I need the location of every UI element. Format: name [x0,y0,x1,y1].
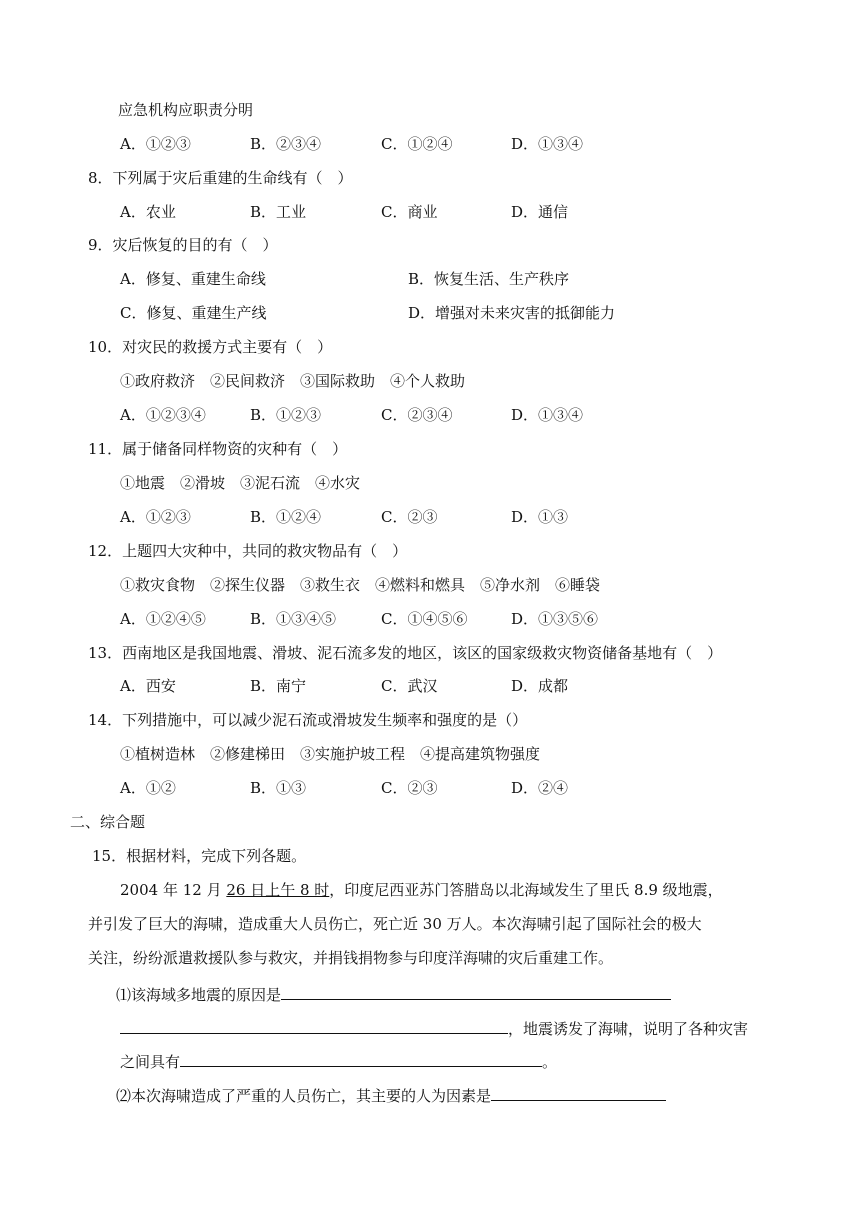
q10-option-a: A．①②③④ [120,406,206,424]
q7-option-c: C．①②④ [381,135,453,153]
q15-sub1-period: 。 [542,1053,558,1071]
q13-option-a: A．西安 [120,677,176,695]
q12-option-d: D．①③⑤⑥ [511,610,599,628]
q14-items: ①植树造林 ②修建梯田 ③实施护坡工程 ④提高建筑物强度 [120,745,541,763]
q11-option-c: C．②③ [381,508,438,526]
q9-option-a: A．修复、重建生命线 [120,270,266,288]
q15-passage-date-prefix: 2004 年 12 月 [120,881,227,899]
q15-passage-line-1-rest: ，印度尼西亚苏门答腊岛以北海域发生了里氏 8.9 级地震， [329,881,723,899]
q12-stem: 12．上题四大灾种中，共同的救灾物品有（ ） [88,542,408,560]
q11-option-a: A．①②③ [120,508,191,526]
answer-blank-1[interactable] [281,983,671,1000]
q9-option-b: B．恢复生活、生产秩序 [408,270,570,288]
q7-continuation: 应急机构应职责分明 [118,101,254,119]
q8-stem: 8．下列属于灾后重建的生命线有（ ） [88,169,353,187]
q14-option-c: C．②③ [381,779,438,797]
q9-option-c: C．修复、重建生产线 [120,304,267,322]
q9-stem: 9．灾后恢复的目的有（ ） [88,236,278,254]
q10-items: ①政府救济 ②民间救济 ③国际救助 ④个人救助 [120,372,466,390]
q14-option-d: D．②④ [511,779,569,797]
q13-option-c: C．武汉 [381,677,438,695]
q15-sub1-label: ⑴该海域多地震的原因是 [116,986,282,1004]
q12-option-a: A．①②④⑤ [120,610,206,628]
q8-option-d: D．通信 [511,203,569,221]
q15-sub1-prompt [116,983,671,1005]
answer-blank-3[interactable] [180,1050,542,1067]
q13-option-d: D．成都 [511,677,569,695]
q15-sub1-line-2 [120,1017,748,1039]
q11-stem: 11．属于储备同样物资的灾种有（ ） [88,440,348,458]
section-heading: 二、综合题 [70,813,146,831]
q15-sub1-line-3 [120,1050,557,1072]
q9-option-d: D．增强对未来灾害的抵御能力 [408,304,616,322]
q15-passage-line-1 [120,880,723,900]
q15-passage-line-3: 关注，纷纷派遣救援队参与救灾，并捐钱捐物参与印度洋海啸的灾后重建工作。 [88,949,614,967]
q7-option-d: D．①③④ [511,135,584,153]
q11-option-d: D．①③ [511,508,569,526]
q15-sub1-between-label: 之间具有 [120,1053,181,1071]
q11-option-b: B．①②④ [250,508,322,526]
q12-option-c: C．①④⑤⑥ [381,610,468,628]
q10-option-c: C．②③④ [381,406,453,424]
q8-option-a: A．农业 [120,203,176,221]
q12-option-b: B．①③④⑤ [250,610,337,628]
q14-option-a: A．①② [120,779,176,797]
q13-stem: 13．西南地区是我国地震、滑坡、泥石流多发的地区，该区的国家级救灾物资储备基地有（ ） [88,644,723,662]
q10-option-d: D．①③④ [511,406,584,424]
q10-option-b: B．①②③ [250,406,322,424]
q14-option-b: B．①③ [250,779,307,797]
q15-stem: 15．根据材料，完成下列各题。 [92,847,307,865]
q15-sub1-continuation: ，地震诱发了海啸，说明了各种灾害 [508,1020,749,1038]
answer-blank-4[interactable] [491,1084,666,1101]
q10-stem: 10．对灾民的救援方式主要有（ ） [88,338,333,356]
q7-option-b: B．②③④ [250,135,322,153]
q15-sub2-label: ⑵本次海啸造成了严重的人员伤亡，其主要的人为因素是 [116,1087,492,1105]
q15-passage-line-2: 并引发了巨大的海啸，造成重大人员伤亡，死亡近 30 万人。本次海啸引起了国际社会的极大 [88,915,702,933]
q15-sub2-prompt [116,1084,666,1106]
q8-option-b: B．工业 [250,203,307,221]
q7-option-a: A．①②③ [120,135,191,153]
q13-option-b: B．南宁 [250,677,307,695]
q14-stem: 14．下列措施中，可以减少泥石流或滑坡发生频率和强度的是（） [88,711,528,729]
q11-items: ①地震 ②滑坡 ③泥石流 ④水灾 [120,474,361,492]
q12-items: ①救灾食物 ②探生仪器 ③救生衣 ④燃料和燃具 ⑤净水剂 ⑥睡袋 [120,576,601,594]
answer-blank-2[interactable] [120,1017,508,1034]
q8-option-c: C．商业 [381,203,438,221]
q15-passage-date-underlined: 26 日上午 8 时 [226,881,330,899]
